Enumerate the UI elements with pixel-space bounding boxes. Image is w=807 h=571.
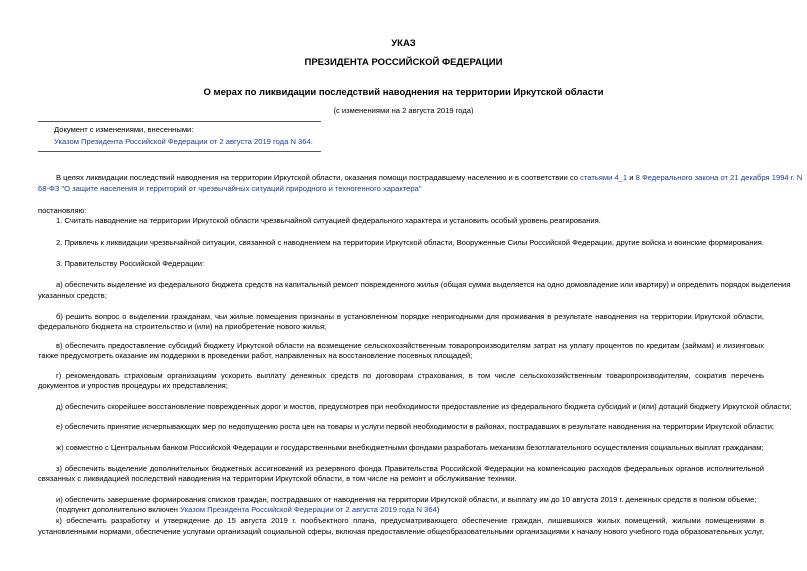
subitem-b-line-2: федерального бюджета на строительство и (или) на приобретение нового жилья; bbox=[38, 322, 327, 331]
subitem-z-line-2: связанных с ликвидацией последствий наводнения на территории Иркутской области, в том числе на ремонт и обслуживание техники. bbox=[38, 474, 517, 483]
subitem-a-line-2: указанных средств; bbox=[38, 291, 107, 300]
subitem-e: е) обеспечить принятие исчерпывающих мер по недопущению роста цен на товары и услуги первой необходимости в районах, пострадавших в результате наводнения на территории Иркутской области; bbox=[56, 422, 775, 431]
doc-subject: О мерах по ликвидации последствий наводнения на территории Иркутской области bbox=[203, 87, 604, 98]
preamble-line-1 bbox=[56, 173, 802, 183]
subitem-g-line-1: г) рекомендовать страховым организациям ускорить выплату денежных средств по договорам страхования, в том числе сельскохозяйственным товаропроизводителям, сократив перечень bbox=[56, 371, 764, 380]
decree-word: постановляю: bbox=[38, 206, 87, 215]
divider-bottom bbox=[38, 151, 321, 152]
article-4-1-link[interactable]: статьями 4_1 bbox=[580, 173, 628, 182]
preamble-and: и bbox=[629, 173, 634, 182]
subitem-z-line-1: з) обеспечить выделение дополнительных бюджетных ассигнований из резервного фонда Правительства Российской Федерации на компенсацию расходов федеральных органов исполнительной bbox=[56, 464, 764, 473]
amendment-note: (с изменениями на 2 августа 2019 года) bbox=[333, 106, 474, 115]
paragraph-3: 3. Правительству Российской Федерации: bbox=[56, 259, 205, 268]
note-suffix: ) bbox=[436, 505, 440, 514]
amending-decree-link[interactable]: Указом Президента Российской Федерации от 2 августа 2019 года N 364. bbox=[54, 137, 313, 146]
subitem-i-note bbox=[56, 505, 439, 515]
subitem-d: д) обеспечить скорейшее восстановление поврежденных дорог и мостов, предусмотрев при необходимости предоставление из федерального бюджета субсидий и (или) дотаций бюджету Иркутской области; bbox=[56, 402, 792, 411]
subitem-k-line-2: установленными нормами, обеспечение услугами организаций социальной сферы, включая предоставление общеобразовательными организациями к началу нового учебного года образовательных услуг, bbox=[38, 527, 764, 536]
federal-law-link-cont[interactable]: 68-ФЗ "О защите населения и территорий от чрезвычайных ситуаций природного и техногенного характера" bbox=[38, 184, 422, 193]
paragraph-2: 2. Привлечь к ликвидации чрезвычайной ситуации, связанной с наводнением на территории Иркутской области, Вооруженные Силы Российской Федерации, другие войска и воинские формирования. bbox=[56, 238, 764, 247]
preamble-text: В целях ликвидации последствий наводнения на территории Иркутской области, оказания помощи пострадавшему населению и в соответствии со bbox=[56, 173, 578, 182]
amendments-label: Документ с изменениями, внесенными: bbox=[54, 125, 194, 134]
paragraph-1: 1. Считать наводнение на территории Иркутской области чрезвычайной ситуацией федерального характера и установить особый уровень реагирования. bbox=[56, 216, 601, 225]
federal-law-link[interactable]: 8 Федерального закона от 21 декабря 1994 г. N bbox=[635, 173, 803, 182]
subitem-zh: ж) совместно с Центральным банком Российской Федерации и государственными внебюджетными фондами разработать механизм безотлагательного осуществления социальных выплат гражданам; bbox=[56, 443, 764, 452]
subitem-k-line-1: к) обеспечить разработку и утверждение до 15 августа 2019 г. пообъектного плана, предусматривающего обеспечение граждан, лишившихся жилых помещений, жилыми помещениями в bbox=[56, 516, 764, 525]
subitem-v-line-1: в) обеспечить предоставление субсидий бюджету Иркутской области на возмещение сельскохозяйственным товаропроизводителям затрат на уплату процентов по кредитам (займам) и лизинговых bbox=[56, 341, 764, 350]
note-prefix: (подпункт дополнительно включен bbox=[56, 505, 178, 514]
subitem-g-line-2: документов и упростив процедуры их представления; bbox=[38, 381, 228, 390]
doc-title: УКАЗ bbox=[391, 38, 416, 49]
divider-top bbox=[38, 121, 321, 122]
subitem-v-line-2: также предусмотреть оказание им поддержки в проведении работ, направленных на восстановление посевных площадей; bbox=[38, 351, 473, 360]
subitem-i-source-link[interactable]: Указом Президента Российской Федерации от 2 августа 2019 года N 364 bbox=[180, 505, 437, 514]
subitem-i: и) обеспечить завершение формирования списков граждан, пострадавших от наводнения на территории Иркутской области, и выплату им до 10 августа 2019 г. денежных средств в полном объеме; bbox=[56, 495, 757, 504]
doc-issuer: ПРЕЗИДЕНТА РОССИЙСКОЙ ФЕДЕРАЦИИ bbox=[304, 57, 503, 68]
subitem-b-line-1: б) решить вопрос о выделении гражданам, чьи жилые помещения признаны в установленном порядке непригодными для проживания в результате наводнения на территории Иркутской области, bbox=[56, 312, 764, 321]
subitem-a-line-1: а) обеспечить выделение из федерального бюджета средств на капитальный ремонт поврежденного жилья (общая сумма выделяется на одно домовладение или квартиру) и определить порядок выделения bbox=[56, 280, 791, 289]
